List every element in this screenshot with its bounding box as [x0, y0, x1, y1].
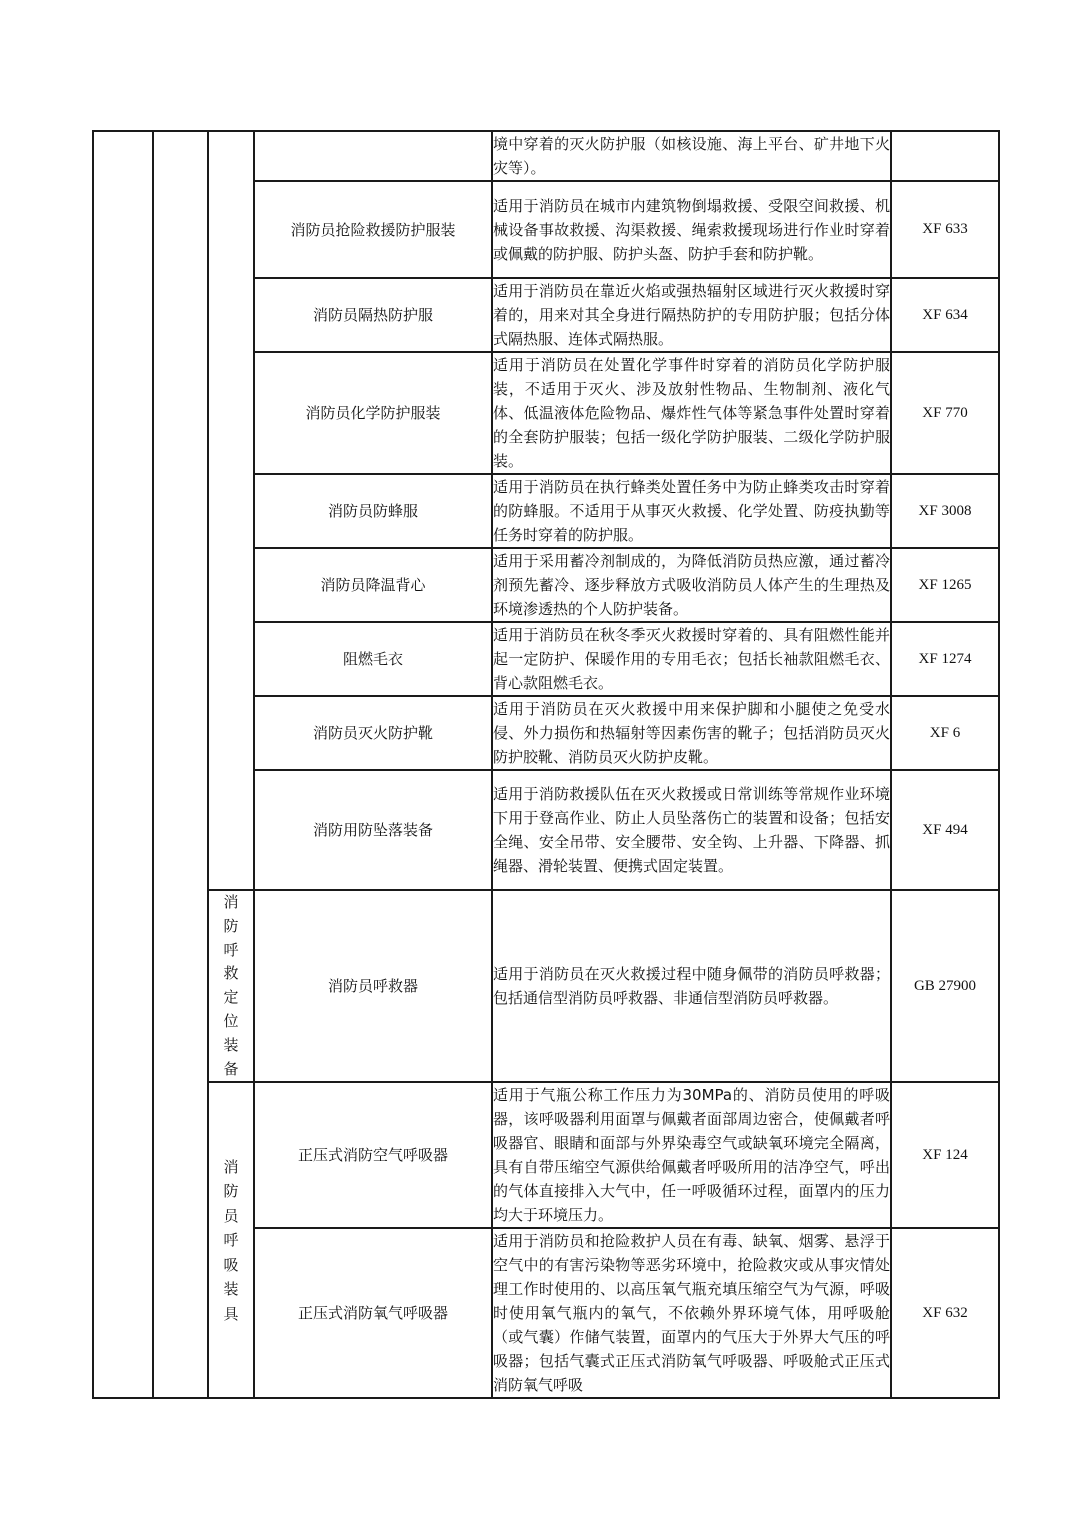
equipment-description: 适用于消防员在处置化学事件时穿着的消防员化学防护服装，不适用于灭火、涉及放射性物品、生物制剂、液化气体、低温液体危险物品、爆炸性气体等紧急事件处置时穿着的全套防护服装；包括一级化学防护服装、二级化学防护服装。 — [492, 352, 891, 474]
equipment-name: 正压式消防空气呼吸器 — [254, 1082, 492, 1228]
standard-number: XF 3008 — [891, 474, 999, 548]
equipment-name: 消防用防坠落装备 — [254, 770, 492, 890]
equipment-spec-table — [92, 130, 1000, 1399]
equipment-description: 适用于消防员在灭火救援中用来保护脚和小腿使之免受水侵、外力损伤和热辐射等因素伤害的靴子；包括消防员灭火防护胶靴、消防员灭火防护皮靴。 — [492, 696, 891, 770]
standard-number: XF 1274 — [891, 622, 999, 696]
category-rescue-locator: 消防呼救定位装备 — [208, 890, 254, 1082]
equipment-description: 适用于采用蓄冷剂制成的，为降低消防员热应激，通过蓄冷剂预先蓄冷、逐步释放方式吸收消防员人体产生的生理热及环境渗透热的个人防护装备。 — [492, 548, 891, 622]
equipment-name: 消防员呼救器 — [254, 890, 492, 1082]
level3-category-cell — [208, 131, 254, 890]
level2-category-cell — [153, 131, 208, 1398]
standard-number: GB 27900 — [891, 890, 999, 1082]
equipment-description: 适用于消防员在灭火救援过程中随身佩带的消防员呼救器；包括通信型消防员呼救器、非通信型消防员呼救器。 — [492, 890, 891, 1082]
equipment-description: 适用于消防救援队伍在灭火救援或日常训练等常规作业环境下用于登高作业、防止人员坠落伤亡的装置和设备；包括安全绳、安全吊带、安全腰带、安全钩、上升器、下降器、抓绳器、滑轮装置、便携式固定装置。 — [492, 770, 891, 890]
standard-number: XF 632 — [891, 1228, 999, 1398]
equipment-description: 适用于消防员在执行蜂类处置任务中为防止蜂类攻击时穿着的防蜂服。不适用于从事灭火救援、化学处置、防疫执勤等任务时穿着的防护服。 — [492, 474, 891, 548]
standard-number: XF 770 — [891, 352, 999, 474]
category-breathing: 消防员呼吸装具 — [208, 1082, 254, 1398]
equipment-name: 正压式消防氧气呼吸器 — [254, 1228, 492, 1398]
standard-number: XF 6 — [891, 696, 999, 770]
standard-number: XF 1265 — [891, 548, 999, 622]
equipment-description: 适用于气瓶公称工作压力为30MPa的、消防员使用的呼吸器，该呼吸器利用面罩与佩戴者面部周边密合，使佩戴者呼吸器官、眼睛和面部与外界染毒空气或缺氧环境完全隔离，具有自带压缩空气源供给佩戴者呼吸所用的洁净空气，呼出的气体直接排入大气中，任一呼吸循环过程，面罩内的压力均大于环境压力。 — [492, 1082, 891, 1228]
table-row — [93, 131, 999, 181]
equipment-description: 适用于消防员和抢险救护人员在有毒、缺氧、烟雾、悬浮于空气中的有害污染物等恶劣环境中，抢险救灾或从事灾情处理工作时使用的、以高压氧气瓶充填压缩空气为气源，呼吸时使用氧气瓶内的氧气，不依赖外界环境气体，用呼吸舱（或气囊）作储气装置，面罩内的气压大于外界大气压的呼吸器；包括气囊式正压式消防氧气呼吸器、呼吸舱式正压式消防氧气呼吸 — [492, 1228, 891, 1398]
equipment-name: 消防员抢险救援防护服装 — [254, 181, 492, 278]
equipment-name: 消防员灭火防护靴 — [254, 696, 492, 770]
equipment-name: 阻燃毛衣 — [254, 622, 492, 696]
standard-number — [891, 131, 999, 181]
equipment-description: 适用于消防员在靠近火焰或强热辐射区域进行灭火救援时穿着的，用来对其全身进行隔热防护的专用防护服；包括分体式隔热服、连体式隔热服。 — [492, 278, 891, 352]
equipment-name: 消防员隔热防护服 — [254, 278, 492, 352]
equipment-description: 境中穿着的灭火防护服（如核设施、海上平台、矿井地下火灾等）。 — [492, 131, 891, 181]
equipment-name — [254, 131, 492, 181]
equipment-name: 消防员防蜂服 — [254, 474, 492, 548]
table-row — [93, 890, 999, 1082]
standard-number: XF 634 — [891, 278, 999, 352]
standard-number: XF 633 — [891, 181, 999, 278]
table-row — [93, 1082, 999, 1228]
equipment-name: 消防员化学防护服装 — [254, 352, 492, 474]
equipment-description: 适用于消防员在城市内建筑物倒塌救援、受限空间救援、机械设备事故救援、沟渠救援、绳索救援现场进行作业时穿着或佩戴的防护服、防护头盔、防护手套和防护靴。 — [492, 181, 891, 278]
standard-number: XF 124 — [891, 1082, 999, 1228]
equipment-name: 消防员降温背心 — [254, 548, 492, 622]
level1-category-cell — [93, 131, 153, 1398]
equipment-description: 适用于消防员在秋冬季灭火救援时穿着的、具有阻燃性能并起一定防护、保暖作用的专用毛衣；包括长袖款阻燃毛衣、背心款阻燃毛衣。 — [492, 622, 891, 696]
standard-number: XF 494 — [891, 770, 999, 890]
